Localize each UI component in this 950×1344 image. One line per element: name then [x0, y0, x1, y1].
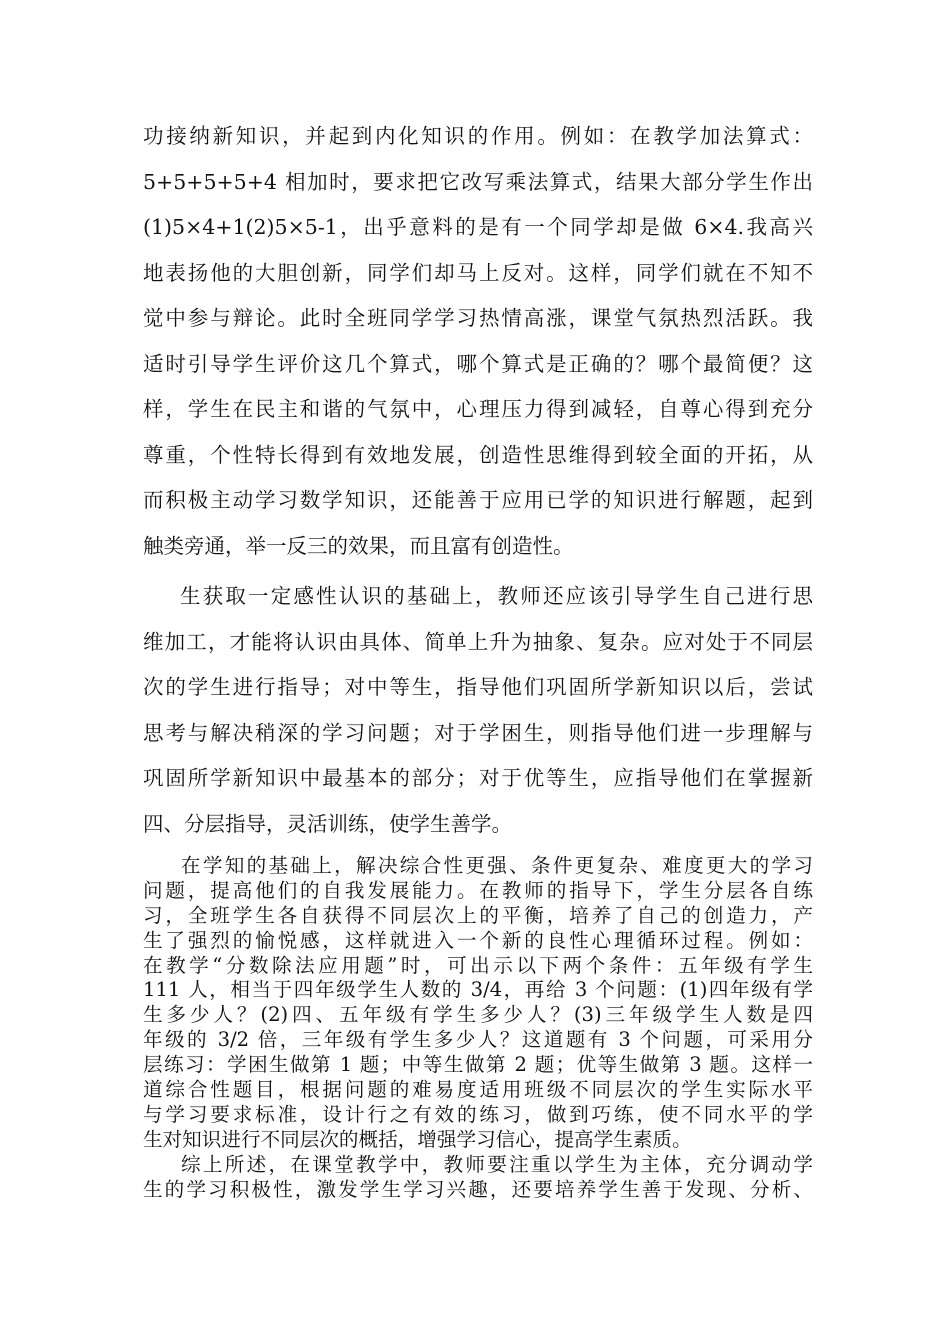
text-line: 道综合性题目，根据问题的难易度适用班级不同层次的学生实际水平 — [143, 1078, 813, 1102]
text-line: 功接纳新知识，并起到内化知识的作用。例如：在教学加法算式： — [143, 124, 813, 148]
text-line: 习，全班学生各自获得不同层次上的平衡，培养了自己的创造力，产 — [143, 903, 813, 927]
paragraph-classroom-discussion — [143, 114, 813, 569]
text-line: 111 人，相当于四年级学生人数的 3/4，再给 3 个问题：(1)四年级有学 — [143, 978, 813, 1002]
text-line: (1)5×4+1(2)5×5-1，出乎意料的是有一个同学却是做 6×4.我高兴 — [143, 215, 813, 239]
text-line: 综上所述，在课堂教学中，教师要注重以学生为主体，充分调动学 — [181, 1152, 813, 1176]
text-line: 年级的 3/2 倍，三年级有学生多少人？这道题有 3 个问题，可采用分 — [143, 1028, 813, 1052]
text-line: 觉中参与辩论。此时全班同学学习热情高涨，课堂气氛热烈活跃。我 — [143, 306, 813, 330]
text-line: 而积极主动学习数学知识，还能善于应用已学的知识进行解题，起到 — [143, 488, 813, 512]
text-line: 维加工，才能将认识由具体、简单上升为抽象、复杂。应对处于不同层 — [143, 629, 813, 654]
text-line: 在教学“分数除法应用题”时，可出示以下两个条件：五年级有学生 — [143, 953, 813, 977]
text-line: 样，学生在民主和谐的气氛中，心理压力得到减轻，自尊心得到充分 — [143, 397, 813, 421]
text-line: 生的学习积极性，激发学生学习兴趣，还要培养学生善于发现、分析、 — [143, 1177, 813, 1201]
text-line: 与学习要求标准，设计行之有效的练习，做到巧练，使不同水平的学 — [143, 1102, 813, 1126]
text-line: 5+5+5+5+4 相加时，要求把它改写乘法算式，结果大部分学生作出 — [143, 169, 813, 194]
text-line: 问题，提高他们的自我发展能力。在教师的指导下，学生分层各自练 — [143, 878, 813, 902]
text-line: 生对知识进行不同层次的概括，增强学习信心，提高学生素质。 — [143, 1127, 692, 1151]
text-line: 尊重，个性特长得到有效地发展，创造性思维得到较全面的开拓，从 — [143, 442, 813, 467]
text-line: 层练习：学困生做第 1 题；中等生做第 2 题；优等生做第 3 题。这样一 — [143, 1053, 813, 1077]
text-line: 地表扬他的大胆创新，同学们却马上反对。这样，同学们就在不知不 — [143, 260, 813, 285]
text-line: 适时引导学生评价这几个算式，哪个算式是正确的？哪个最简便？这 — [143, 351, 813, 376]
text-line: 生了强烈的愉悦感，这样就进入一个新的良性心理循环过程。例如： — [143, 928, 813, 952]
paragraph-guided-thinking — [143, 574, 813, 847]
text-line: 思考与解决稍深的学习问题；对于学困生，则指导他们进一步理解与 — [143, 720, 813, 745]
text-line: 在学知的基础上，解决综合性更强、条件更复杂、难度更大的学习 — [181, 854, 813, 877]
paragraph-layered-practice — [143, 854, 813, 1202]
text-line: 次的学生进行指导；对中等生，指导他们巩固所学新知识以后，尝试 — [143, 675, 813, 699]
text-line: 巩固所学新知识中最基本的部分；对于优等生，应指导他们在掌握新 — [143, 766, 813, 790]
text-line: 生获取一定感性认识的基础上，教师还应该引导学生自己进行思 — [180, 584, 813, 608]
section-heading: 四、分层指导，灵活训练，使学生善学。 — [143, 811, 512, 836]
text-line: 触类旁通，举一反三的效果，而且富有创造性。 — [143, 533, 574, 558]
text-line: 生多少人？(2)四、五年级有学生多少人？(3)三年级学生人数是四 — [143, 1003, 813, 1027]
